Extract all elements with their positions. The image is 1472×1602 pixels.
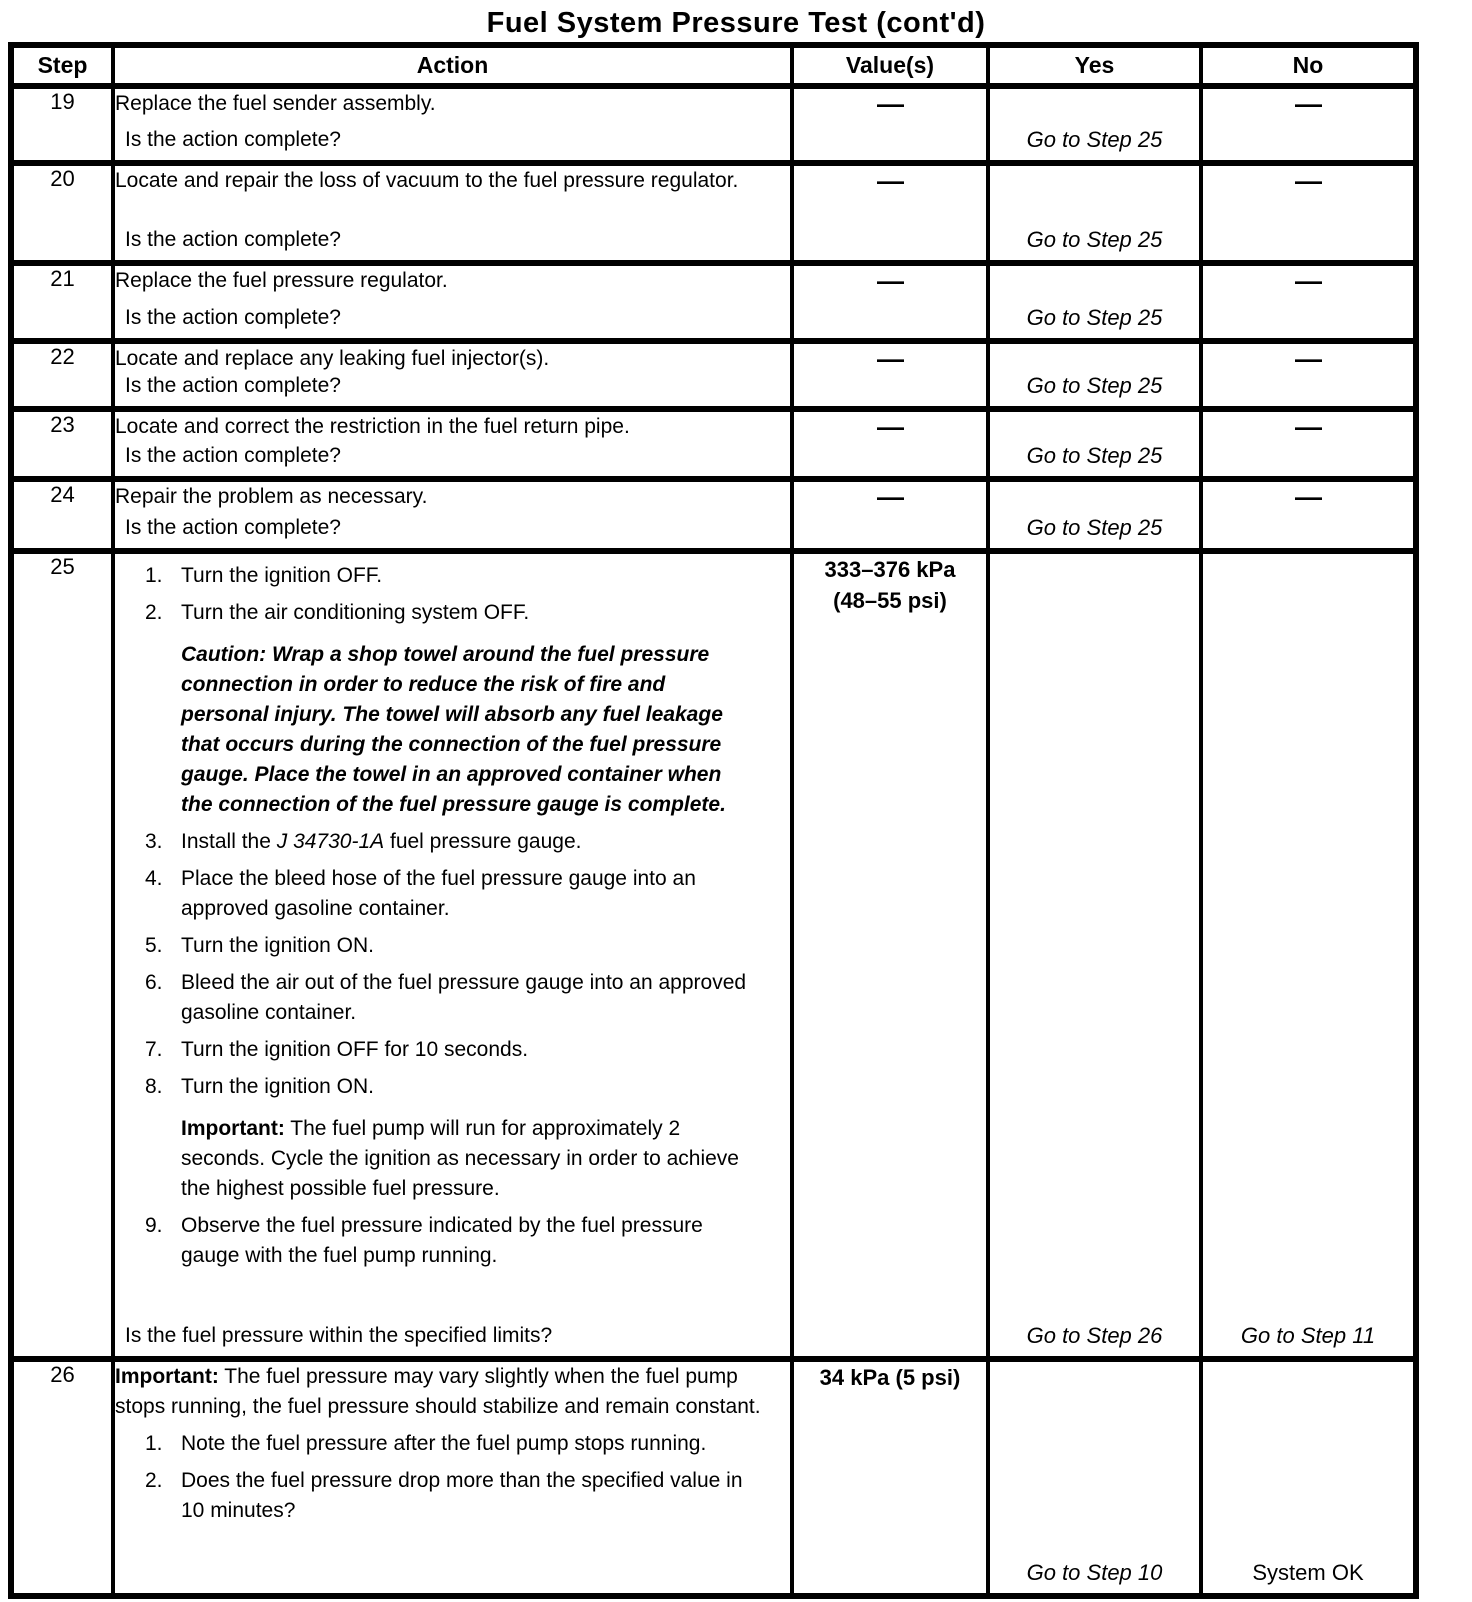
value-cell bbox=[792, 86, 988, 163]
important-label: Important: bbox=[115, 1365, 219, 1388]
no-cell bbox=[1201, 341, 1416, 409]
step-cell bbox=[11, 551, 113, 1359]
step-cell bbox=[11, 341, 113, 409]
goto-reference: Go to Step 10 bbox=[1026, 1560, 1163, 1585]
dash-placeholder: — bbox=[877, 412, 903, 442]
goto-reference: System OK bbox=[1252, 1560, 1364, 1585]
yes-cell bbox=[988, 479, 1201, 551]
column-header-action: Action bbox=[113, 45, 792, 86]
no-cell bbox=[1201, 551, 1416, 1359]
column-header-step: Step bbox=[11, 45, 113, 86]
list-item-text bbox=[181, 1072, 374, 1102]
table-row-step-25 bbox=[11, 551, 1416, 1359]
action-question: Is the action complete? bbox=[125, 306, 341, 329]
caution-note bbox=[181, 640, 733, 820]
list-item-text bbox=[181, 561, 382, 591]
goto-reference: Go to Step 25 bbox=[1026, 227, 1163, 252]
text-part: Note the fuel pressure after the fuel pump stops running. bbox=[181, 1432, 707, 1455]
value-text: (48–55 psi) bbox=[833, 588, 947, 613]
list-item-text bbox=[181, 1211, 751, 1271]
list-item-text bbox=[181, 1429, 706, 1459]
list-item-number: 2. bbox=[145, 1469, 163, 1492]
list-item-number: 5. bbox=[145, 934, 163, 957]
step-number: 23 bbox=[50, 412, 75, 437]
action-cell bbox=[113, 479, 792, 551]
action-question: Is the fuel pressure within the specified limits? bbox=[125, 1324, 553, 1347]
action-statement: Locate and correct the restriction in the fuel return pipe. bbox=[115, 415, 630, 438]
text-part: Bleed the air out of the fuel pressure gauge into an approved gasoline container. bbox=[181, 971, 747, 1024]
step-number: 20 bbox=[50, 166, 75, 191]
value-text: 34 kPa (5 psi) bbox=[819, 1365, 961, 1390]
step-number: 19 bbox=[50, 89, 75, 114]
table-row-step-26 bbox=[11, 1359, 1416, 1596]
yes-cell bbox=[988, 263, 1201, 341]
table-row-step-19 bbox=[11, 86, 1416, 163]
dash-placeholder: — bbox=[1295, 344, 1321, 374]
step-number: 22 bbox=[50, 344, 75, 369]
action-statement: Locate and replace any leaking fuel injector(s). bbox=[115, 347, 550, 370]
action-cell bbox=[113, 409, 792, 479]
goto-reference: Go to Step 25 bbox=[1026, 515, 1163, 540]
text-part: Turn the ignition OFF for 10 seconds. bbox=[181, 1038, 529, 1061]
list-item-text bbox=[181, 864, 751, 924]
action-cell bbox=[113, 163, 792, 263]
text-part: Observe the fuel pressure indicated by the fuel pressure gauge with the fuel pump running. bbox=[181, 1214, 703, 1267]
list-item bbox=[145, 1035, 790, 1065]
value-cell bbox=[792, 163, 988, 263]
goto-reference: Go to Step 25 bbox=[1026, 305, 1163, 330]
action-question: Is the action complete? bbox=[125, 228, 341, 251]
text-part: fuel pressure gauge. bbox=[384, 830, 582, 853]
list-item bbox=[145, 1466, 790, 1526]
no-cell bbox=[1201, 479, 1416, 551]
goto-reference: Go to Step 25 bbox=[1026, 443, 1163, 468]
list-item-text bbox=[181, 598, 529, 628]
step-cell bbox=[11, 86, 113, 163]
table-row-step-20 bbox=[11, 163, 1416, 263]
text-part: Install the bbox=[181, 830, 277, 853]
yes-cell bbox=[988, 1359, 1201, 1596]
goto-reference: Go to Step 25 bbox=[1026, 127, 1163, 152]
no-cell bbox=[1201, 1359, 1416, 1596]
list-item-text bbox=[181, 968, 751, 1028]
text-part: Turn the ignition ON. bbox=[181, 1075, 374, 1098]
dash-placeholder: — bbox=[1295, 89, 1321, 119]
list-item-number: 4. bbox=[145, 867, 163, 890]
step-cell bbox=[11, 163, 113, 263]
action-statement: Replace the fuel sender assembly. bbox=[115, 92, 436, 115]
yes-cell bbox=[988, 409, 1201, 479]
step-cell bbox=[11, 1359, 113, 1596]
column-header-values: Value(s) bbox=[792, 45, 988, 86]
dash-placeholder: — bbox=[877, 344, 903, 374]
dash-placeholder: — bbox=[1295, 412, 1321, 442]
action-question: Is the action complete? bbox=[125, 444, 341, 467]
value-cell bbox=[792, 341, 988, 409]
dash-placeholder: — bbox=[1295, 482, 1321, 512]
fuel-pressure-test-table bbox=[8, 42, 1419, 1599]
action-cell bbox=[113, 86, 792, 163]
list-item-number: 7. bbox=[145, 1038, 163, 1061]
list-item bbox=[145, 931, 790, 961]
table-row-step-23 bbox=[11, 409, 1416, 479]
list-item bbox=[145, 1429, 790, 1459]
action-cell bbox=[113, 1359, 792, 1596]
yes-cell bbox=[988, 341, 1201, 409]
important-label: Important: bbox=[181, 1117, 285, 1140]
dash-placeholder: — bbox=[877, 266, 903, 296]
yes-cell bbox=[988, 163, 1201, 263]
list-item-number: 6. bbox=[145, 971, 163, 994]
step-cell bbox=[11, 409, 113, 479]
page-title: Fuel System Pressure Test (cont'd) bbox=[486, 7, 986, 39]
list-item-number: 1. bbox=[145, 1432, 163, 1455]
value-cell bbox=[792, 263, 988, 341]
action-question: Is the action complete? bbox=[125, 516, 341, 539]
value-text: 333–376 kPa bbox=[824, 557, 956, 582]
list-item bbox=[145, 561, 790, 591]
no-cell bbox=[1201, 86, 1416, 163]
value-cell bbox=[792, 479, 988, 551]
list-item bbox=[145, 1211, 790, 1271]
important-text: The fuel pressure may vary slightly when the fuel pump stops running, the fuel pressure should stabilize and remain constant. bbox=[115, 1365, 761, 1418]
action-statement: Locate and repair the loss of vacuum to the fuel pressure regulator. bbox=[115, 169, 739, 192]
step-cell bbox=[11, 263, 113, 341]
caution-label: Caution: bbox=[181, 643, 267, 666]
important-note bbox=[181, 1114, 753, 1204]
value-cell bbox=[792, 409, 988, 479]
dash-placeholder: — bbox=[877, 89, 903, 119]
list-item-number: 1. bbox=[145, 564, 163, 587]
header-row bbox=[11, 45, 1416, 86]
list-item-number: 8. bbox=[145, 1075, 163, 1098]
table-header bbox=[11, 45, 1416, 86]
goto-reference: Go to Step 25 bbox=[1026, 373, 1163, 398]
yes-cell bbox=[988, 551, 1201, 1359]
dash-placeholder: — bbox=[1295, 266, 1321, 296]
action-statement: Replace the fuel pressure regulator. bbox=[115, 269, 448, 292]
yes-cell bbox=[988, 86, 1201, 163]
column-header-yes: Yes bbox=[988, 45, 1201, 86]
action-question: Is the action complete? bbox=[125, 128, 341, 151]
list-item-text bbox=[181, 1035, 528, 1065]
no-cell bbox=[1201, 409, 1416, 479]
column-header-no: No bbox=[1201, 45, 1416, 86]
dash-placeholder: — bbox=[877, 166, 903, 196]
text-part: Place the bleed hose of the fuel pressure gauge into an approved gasoline container. bbox=[181, 867, 696, 920]
list-item-text bbox=[181, 931, 374, 961]
action-question: Is the action complete? bbox=[125, 374, 341, 397]
list-item bbox=[145, 864, 790, 924]
text-part: Turn the air conditioning system OFF. bbox=[181, 601, 530, 624]
no-cell bbox=[1201, 163, 1416, 263]
action-cell bbox=[113, 551, 792, 1359]
step-cell bbox=[11, 479, 113, 551]
list-item-number: 2. bbox=[145, 601, 163, 624]
list-item-number: 3. bbox=[145, 830, 163, 853]
text-part: Turn the ignition ON. bbox=[181, 934, 374, 957]
step-number: 25 bbox=[50, 554, 75, 579]
tool-number-text: J 34730-1A bbox=[276, 830, 385, 853]
dash-placeholder: — bbox=[877, 482, 903, 512]
important-text: The fuel pump will run for approximately 2 seconds. Cycle the ignition as necessary in order to achieve the highest possible fuel pressure. bbox=[181, 1117, 739, 1200]
step-number: 21 bbox=[50, 266, 75, 291]
important-note bbox=[115, 1362, 770, 1422]
list-item-number: 9. bbox=[145, 1214, 163, 1237]
action-statement: Repair the problem as necessary. bbox=[115, 485, 428, 508]
list-item bbox=[145, 598, 790, 628]
list-item bbox=[145, 1072, 790, 1102]
list-item-text bbox=[181, 1466, 751, 1526]
list-item bbox=[145, 968, 790, 1028]
table-row-step-21 bbox=[11, 263, 1416, 341]
step-number: 24 bbox=[50, 482, 75, 507]
list-item bbox=[145, 827, 790, 857]
goto-reference: Go to Step 11 bbox=[1240, 1323, 1376, 1348]
list-item-text bbox=[181, 827, 581, 857]
value-cell bbox=[792, 1359, 988, 1596]
table-row-step-24 bbox=[11, 479, 1416, 551]
text-part: Does the fuel pressure drop more than the specified value in 10 minutes? bbox=[181, 1469, 743, 1522]
table-body bbox=[11, 86, 1416, 1596]
no-cell bbox=[1201, 263, 1416, 341]
text-part: Turn the ignition OFF. bbox=[181, 564, 383, 587]
goto-reference: Go to Step 26 bbox=[1026, 1323, 1163, 1348]
table-row-step-22 bbox=[11, 341, 1416, 409]
action-cell bbox=[113, 263, 792, 341]
value-cell bbox=[792, 551, 988, 1359]
caution-text: Wrap a shop towel around the fuel pressure connection in order to reduce the risk of fire and personal injury. The towel will absorb any fuel leakage that occurs during the connection of the fuel pressure gauge. Place the towel in an approved container when the connection of the fuel pressure gauge is complete. bbox=[181, 643, 726, 816]
dash-placeholder: — bbox=[1295, 166, 1321, 196]
action-cell bbox=[113, 341, 792, 409]
step-number: 26 bbox=[50, 1362, 75, 1387]
